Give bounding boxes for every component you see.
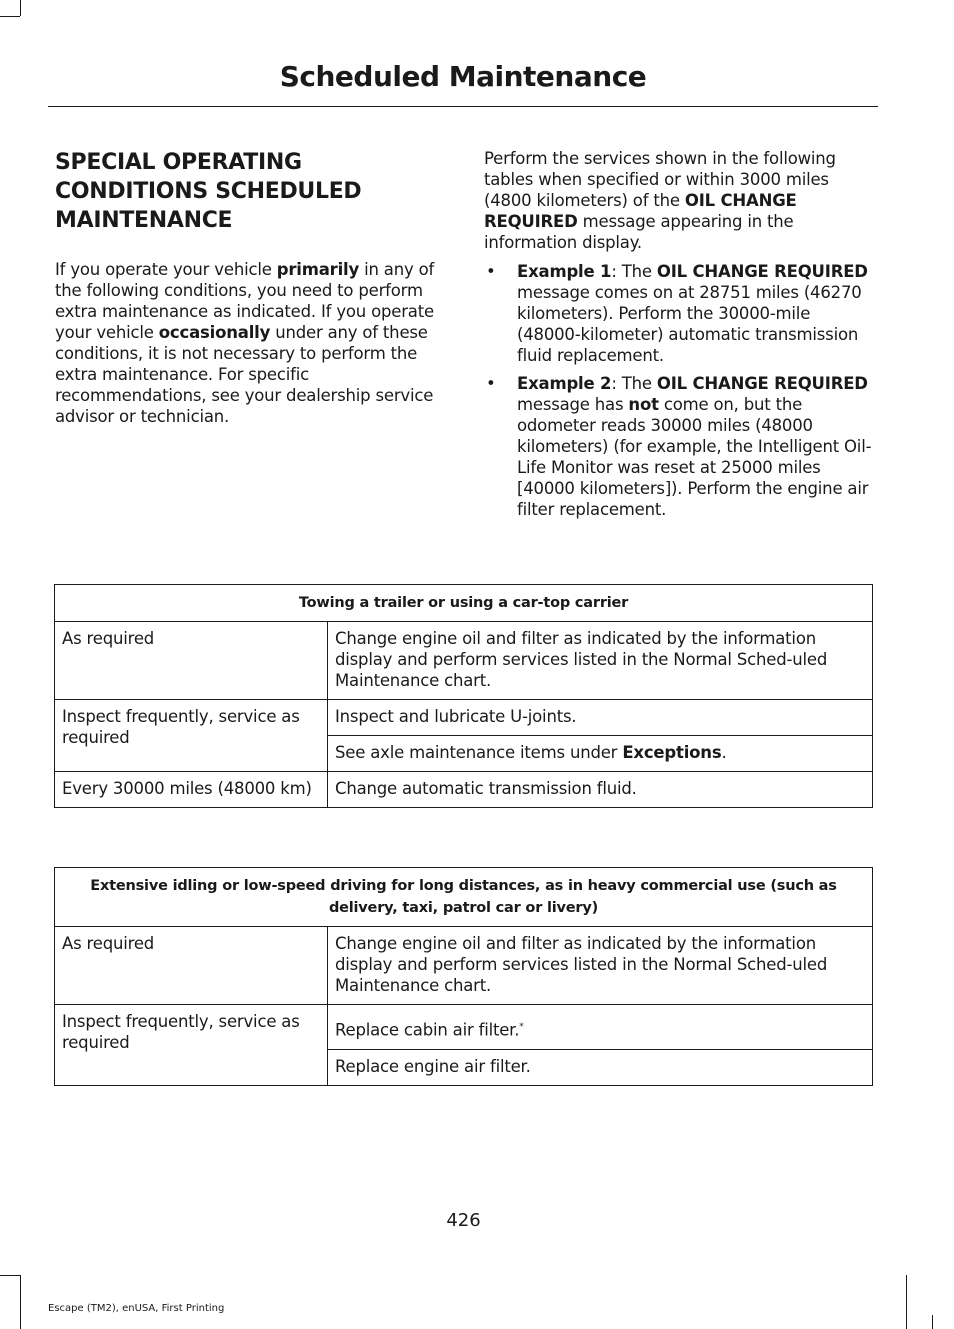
interval-cell: Inspect frequently, service as required — [55, 700, 328, 772]
text: Perform the services shown in the following tables when specified or within 3000 miles (4800 kilometers) of the — [484, 149, 836, 210]
table-row — [55, 700, 873, 736]
table-row — [55, 1005, 873, 1050]
example-label: Example 2 — [517, 374, 612, 393]
table-row — [55, 927, 873, 1005]
service-cell — [328, 736, 873, 772]
text: in any of the following conditions, you need to perform extra maintenance as indicated. If you operate your vehicle — [55, 260, 435, 342]
right-column — [484, 148, 876, 527]
table-row — [55, 622, 873, 700]
idling-maintenance-table — [54, 867, 873, 1086]
text: : The — [611, 262, 657, 281]
service-cell: Replace engine air filter. — [328, 1049, 873, 1085]
intro-paragraph — [55, 259, 447, 427]
service-cell — [328, 1005, 873, 1050]
interval-cell: Every 30000 miles (48000 km) — [55, 772, 328, 808]
page-title: Scheduled Maintenance — [279, 60, 647, 93]
crop-mark-bottom-left-h — [0, 1275, 20, 1276]
examples-list — [484, 261, 876, 520]
bullet-icon: • — [486, 262, 496, 281]
example-1-item — [484, 261, 876, 366]
bullet-icon: • — [486, 374, 496, 393]
service-cell: Inspect and lubricate U-joints. — [328, 700, 873, 736]
oil-change-required-label: OIL CHANGE REQUIRED — [656, 262, 868, 281]
service-cell: Change engine oil and filter as indicated by the information display and perform services listed in the Normal Sched-uled Maintenance chart. — [328, 622, 873, 700]
footnote-marker: * — [519, 1022, 524, 1032]
text: : The — [611, 374, 657, 393]
crop-mark-top-left-v — [20, 0, 21, 16]
oil-change-required-label: OIL CHANGE REQUIRED — [484, 191, 797, 231]
text: under any of these conditions, it is not necessary to perform the extra maintenance. For specific recommendations, see your dealership service advisor or technician. — [55, 323, 434, 426]
table-header-row — [55, 868, 873, 927]
example-label: Example 1 — [517, 262, 612, 281]
interval-cell: Inspect frequently, service as required — [55, 1005, 328, 1086]
service-cell: Change engine oil and filter as indicated by the information display and perform services listed in the Normal Sched-uled Maintenance chart. — [328, 927, 873, 1005]
text: . — [721, 743, 727, 762]
service-cell: Change automatic transmission fluid. — [328, 772, 873, 808]
emphasis-occasionally: occasionally — [158, 323, 271, 342]
text: message comes on at 28751 miles (46270 kilometers). Perform the 30000-mile (48000-kilometer) automatic transmission fluid replacement. — [517, 283, 862, 365]
text: Replace cabin air filter. — [335, 1020, 520, 1040]
interval-cell: As required — [55, 927, 328, 1005]
exceptions-reference: Exceptions — [622, 743, 722, 762]
edition-footer: Escape (TM2), enUSA, First Printing — [48, 1303, 225, 1314]
text: come on, but the odometer reads 30000 miles (48000 kilometers) (for example, the Intelligent Oil-Life Monitor was reset at 25000 miles [40000 kilometers]). Perform the engine air filter replacement. — [517, 395, 872, 519]
table-row — [55, 772, 873, 808]
section-title: SPECIAL OPERATING CONDITIONS SCHEDULED MAINTENANCE — [55, 150, 362, 233]
services-paragraph — [484, 148, 876, 253]
left-column — [55, 148, 447, 427]
emphasis-not: not — [628, 395, 659, 414]
emphasis-primarily: primarily — [276, 260, 360, 279]
interval-cell: As required — [55, 622, 328, 700]
oil-change-required-label: OIL CHANGE REQUIRED — [656, 374, 868, 393]
crop-mark-bottom-left-v — [20, 1275, 21, 1329]
table-header: Extensive idling or low-speed driving for long distances, as in heavy commercial use (such as delivery, taxi, patrol car or livery) — [55, 868, 873, 927]
table-header-row — [55, 585, 873, 622]
header-rule — [48, 106, 878, 107]
example-2-item — [484, 373, 876, 520]
text: message appearing in the information display. — [484, 212, 794, 252]
page-number: 426 — [446, 1210, 481, 1231]
crop-mark-top-left-h — [0, 16, 20, 17]
crop-mark-bottom-right-v2 — [932, 1315, 933, 1329]
text: If you operate your vehicle — [55, 260, 277, 279]
text: See axle maintenance items under — [335, 743, 623, 762]
towing-maintenance-table — [54, 584, 873, 808]
crop-mark-bottom-right-v1 — [906, 1275, 907, 1329]
table-header: Towing a trailer or using a car-top carrier — [55, 585, 873, 622]
text: message has — [517, 395, 629, 414]
